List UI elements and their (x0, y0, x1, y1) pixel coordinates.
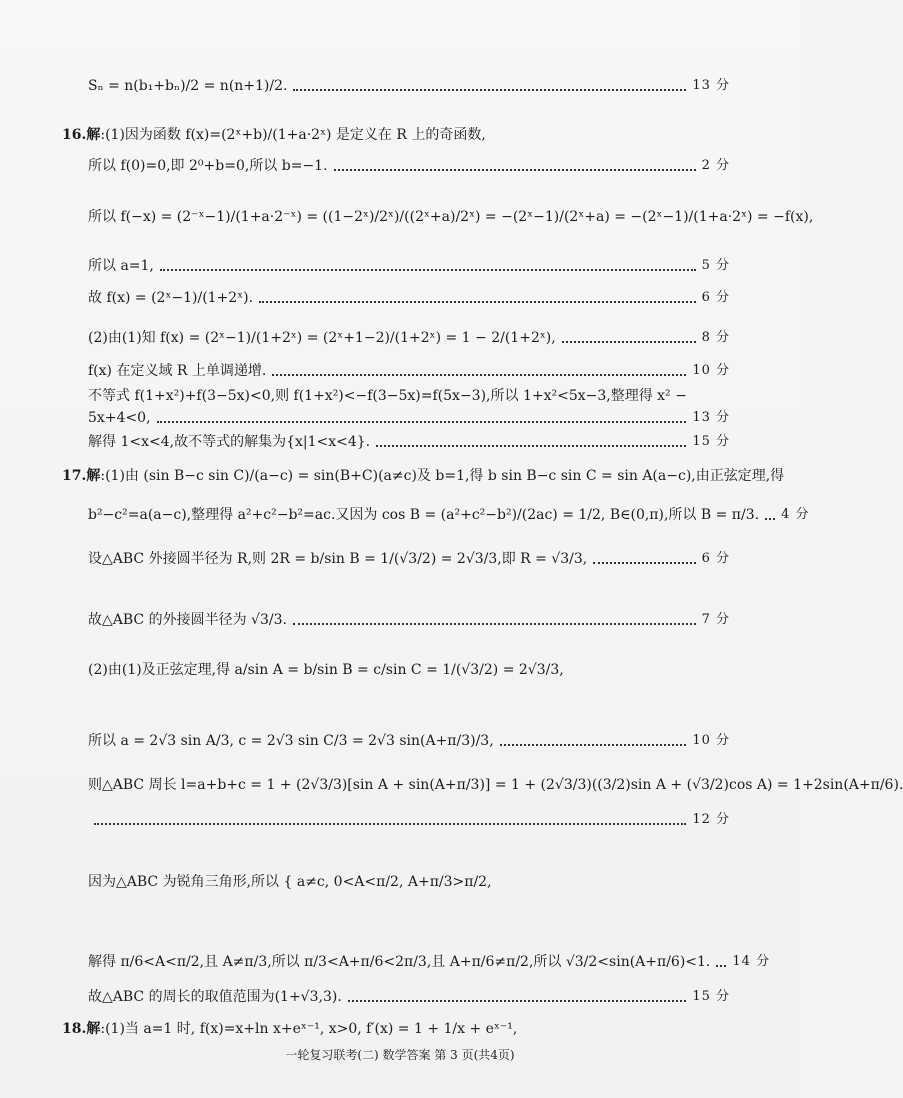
solution-line (88, 810, 730, 830)
solution-line (88, 156, 730, 176)
dotted-leader (334, 167, 696, 171)
score-label: 15 分 (692, 434, 730, 449)
solution-text: 所以 a = 2√3 sin A/3, c = 2√3 sin C/3 = 2√3 sin(A+π/3)/3, (88, 733, 494, 749)
dotted-leader (593, 560, 695, 564)
solution-text: (2)由(1)知 f(x) = (2ˣ−1)/(1+2ˣ) = (2ˣ+1−2)/(1+2ˣ) = 1 − 2/(1+2ˣ), (88, 330, 556, 346)
solution-text: 18.解:(1)当 a=1 时, f(x)=x+ln x+eˣ⁻¹, x>0, f′(x) = 1 + 1/x + eˣ⁻¹, (62, 1021, 518, 1037)
solution-text: (2)由(1)及正弦定理,得 a/sin A = b/sin B = c/sin C = 1/(√3/2) = 2√3/3, (88, 662, 564, 678)
solution-line (88, 872, 730, 892)
solution-line (88, 610, 730, 630)
solution-text: 所以 f(−x) = (2⁻ˣ−1)/(1+a·2⁻ˣ) = ((1−2ˣ)/2ˣ)/((2ˣ+a)/2ˣ) = −(2ˣ−1)/(2ˣ+a) = −(2ˣ−1)/(1+a·2ˣ) = −f(x), (88, 209, 814, 225)
solution-line (88, 432, 730, 452)
score-label: 14 分 (732, 954, 771, 969)
score-label: 4 分 (781, 507, 810, 522)
question-number: 16.解 (62, 127, 101, 143)
solution-text: 故△ABC 的周长的取值范围为(1+√3,3). (88, 989, 342, 1005)
solution-line (88, 660, 730, 680)
solution-line (62, 125, 730, 145)
solution-line (88, 386, 730, 406)
solution-text: f(x) 在定义域 R 上单调递增. (88, 363, 267, 379)
solution-text: 5x+4<0, (88, 410, 151, 426)
solution-text: b²−c²=a(a−c),整理得 a²+c²−b²=ac.又因为 cos B = (a²+c²−b²)/(2ac) = 1/2, B∈(0,π),所以 B = π/3. (88, 507, 760, 523)
score-label: 7 分 (701, 612, 730, 627)
score-label: 5 分 (701, 258, 730, 273)
score-label: 6 分 (701, 551, 730, 566)
solution-line (88, 987, 730, 1007)
solution-text: 所以 f(0)=0,即 2⁰+b=0,所以 b=−1. (88, 158, 328, 174)
dotted-leader (259, 299, 696, 303)
score-label: 2 分 (701, 158, 730, 173)
solution-text: 解得 π/6<A<π/2,且 A≠π/3,所以 π/3<A+π/6<2π/3,且 A+π/6≠π/2,所以 √3/2<sin(A+π/6)<1. (88, 954, 711, 970)
solution-line (88, 256, 730, 276)
solution-line (88, 952, 771, 972)
solution-line (88, 731, 730, 751)
score-label: 12 分 (692, 812, 730, 827)
solution-line (88, 408, 730, 428)
dotted-leader (716, 963, 726, 967)
solution-line (88, 361, 730, 381)
page-footer: 一轮复习联考(二) 数学答案 第 3 页(共4页) (285, 1048, 515, 1062)
solution-text: 故 f(x) = (2ˣ−1)/(1+2ˣ). (88, 290, 254, 306)
score-label: 10 分 (692, 733, 730, 748)
dotted-leader (272, 372, 686, 376)
solution-line (62, 466, 785, 486)
solution-text: 设△ABC 外接圆半径为 R,则 2R = b/sin B = 1/(√3/2) = 2√3/3,即 R = √3/3, (88, 551, 588, 567)
solution-text: Sₙ = n(b₁+bₙ)/2 = n(n+1)/2. (88, 78, 288, 94)
solution-text: 解得 1<x<4,故不等式的解集为{x|1<x<4}. (88, 434, 371, 450)
solution-text: 则△ABC 周长 l=a+b+c = 1 + (2√3/3)[sin A + sin(A+π/3)] = 1 + (2√3/3)((3/2)sin A + (√3/2)cos A) = 1+2sin(A+π/6). (88, 777, 903, 793)
dotted-leader (500, 742, 687, 746)
score-label: 10 分 (692, 363, 730, 378)
solution-line (62, 1019, 730, 1039)
solution-line (88, 775, 903, 795)
score-label: 13 分 (692, 410, 730, 425)
question-number: 17.解 (62, 468, 101, 484)
solution-text: 因为△ABC 为锐角三角形,所以 { a≠c, 0<A<π/2, A+π/3>π/2, (88, 874, 492, 890)
solution-text: 不等式 f(1+x²)+f(3−5x)<0,则 f(1+x²)<−f(3−5x)=f(5x−3),所以 1+x²<5x−3,整理得 x² − (88, 388, 687, 404)
dotted-leader (94, 821, 686, 825)
solution-line (88, 288, 730, 308)
score-label: 13 分 (692, 78, 730, 93)
dotted-leader (376, 443, 686, 447)
solution-line (88, 207, 814, 227)
score-label: 6 分 (701, 290, 730, 305)
dotted-leader (160, 267, 696, 271)
solution-text: 17.解:(1)由 (sin B−c sin C)/(a−c) = sin(B+C)(a≠c)及 b=1,得 b sin B−c sin C = sin A(a−c),由正弦定理,得 (62, 468, 785, 484)
dotted-leader (293, 87, 686, 91)
dotted-leader (348, 998, 687, 1002)
dotted-leader (562, 339, 696, 343)
solution-line (88, 505, 810, 525)
solution-line (88, 76, 730, 96)
dotted-leader (765, 516, 775, 520)
question-number: 18.解 (62, 1021, 101, 1037)
solution-text: 16.解:(1)因为函数 f(x)=(2ˣ+b)/(1+a·2ˣ) 是定义在 R 上的奇函数, (62, 127, 486, 143)
score-label: 15 分 (692, 989, 730, 1004)
dotted-leader (157, 419, 687, 423)
solution-text: 故△ABC 的外接圆半径为 √3/3. (88, 612, 287, 628)
dotted-leader (293, 621, 696, 625)
score-label: 8 分 (701, 330, 730, 345)
solution-line (88, 328, 730, 348)
solution-text: 所以 a=1, (88, 258, 154, 274)
solution-line (88, 549, 730, 569)
